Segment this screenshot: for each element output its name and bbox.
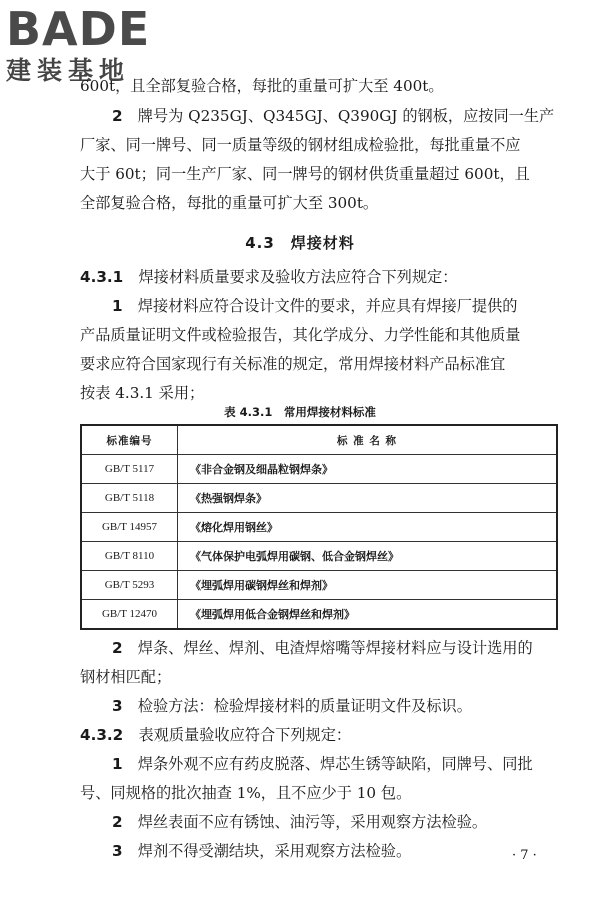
standard-name: 《非合金钢及细晶粒钢焊条》 — [178, 455, 558, 484]
item-3-inspection: 3 检验方法：检验焊接材料的质量证明文件及标识。 — [112, 697, 472, 715]
standard-code: GB/T 8110 — [81, 542, 178, 571]
item-1-welding-material: 1 焊接材料应符合设计文件的要求，并应具有焊接厂提供的 — [112, 297, 518, 315]
standard-code: GB/T 5118 — [81, 484, 178, 513]
table-header-row — [81, 425, 557, 455]
standard-name: 《埋弧焊用低合金钢焊丝和焊剂》 — [178, 600, 558, 630]
clause-4-3-1: 4.3.1 焊接材料质量要求及验收方法应符合下列规定： — [80, 268, 458, 286]
text-line: 按表 4.3.1 采用； — [80, 384, 205, 402]
standard-code: GB/T 14957 — [81, 513, 178, 542]
table-row — [81, 571, 557, 600]
standard-name: 《埋弧焊用碳钢焊丝和焊剂》 — [178, 571, 558, 600]
text-line: 全部复验合格，每批的重量可扩大至 300t。 — [80, 194, 379, 212]
standard-code: GB/T 5293 — [81, 571, 178, 600]
logo-subtitle: 建装基地 — [6, 56, 131, 85]
text-line: 号、同规格的批次抽查 1%，且不应少于 10 包。 — [80, 784, 412, 802]
standard-code: GB/T 12470 — [81, 600, 178, 630]
standard-name: 《熔化焊用钢丝》 — [178, 513, 558, 542]
text-line: 钢材相匹配； — [80, 668, 172, 686]
item-2-steel-plate: 2 牌号为 Q235GJ、Q345GJ、Q390GJ 的钢板，应按同一生产 — [112, 107, 555, 125]
table-row — [81, 600, 557, 630]
standard-code: GB/T 5117 — [81, 455, 178, 484]
item-1-electrode: 1 焊条外观不应有药皮脱落、焊芯生锈等缺陷，同牌号、同批 — [112, 755, 533, 773]
item-2-matching: 2 焊条、焊丝、焊剂、电渣焊熔嘴等焊接材料应与设计选用的 — [112, 639, 533, 657]
welding-standards-table — [80, 424, 558, 630]
standard-name: 《气体保护电弧焊用碳钢、低合金钢焊丝》 — [178, 542, 558, 571]
text-line: 大于 60t；同一生产厂家、同一牌号的钢材供货重量超过 600t，且 — [80, 165, 530, 183]
item-2-wire: 2 焊丝表面不应有锈蚀、油污等，采用观察方法检验。 — [112, 813, 488, 831]
table-row — [81, 455, 557, 484]
clause-4-3-2: 4.3.2 表观质量验收应符合下列规定： — [80, 726, 352, 744]
paragraph-continuation: 600t，且全部复验合格，每批的重量可扩大至 400t。 — [80, 77, 444, 95]
table-row — [81, 484, 557, 513]
section-heading: 4.3 焊接材料 — [245, 234, 355, 252]
text-line: 要求应符合国家现行有关标准的规定，常用焊接材料产品标准宜 — [80, 355, 506, 373]
text-line: 厂家、同一牌号、同一质量等级的钢材组成检验批，每批重量不应 — [80, 136, 521, 154]
table-row — [81, 513, 557, 542]
standard-name: 《热强钢焊条》 — [178, 484, 558, 513]
logo-brand: BADE — [6, 2, 151, 56]
text-line: 产品质量证明文件或检验报告，其化学成分、力学性能和其他质量 — [80, 326, 521, 344]
item-3-flux: 3 焊剂不得受潮结块，采用观察方法检验。 — [112, 842, 412, 860]
table-title: 表 4.3.1 常用焊接材料标准 — [224, 405, 376, 419]
page-number: · 7 · — [512, 848, 537, 863]
header-standard-code: 标准编号 — [81, 425, 178, 455]
header-standard-name: 标 准 名 称 — [178, 425, 558, 455]
table-row — [81, 542, 557, 571]
